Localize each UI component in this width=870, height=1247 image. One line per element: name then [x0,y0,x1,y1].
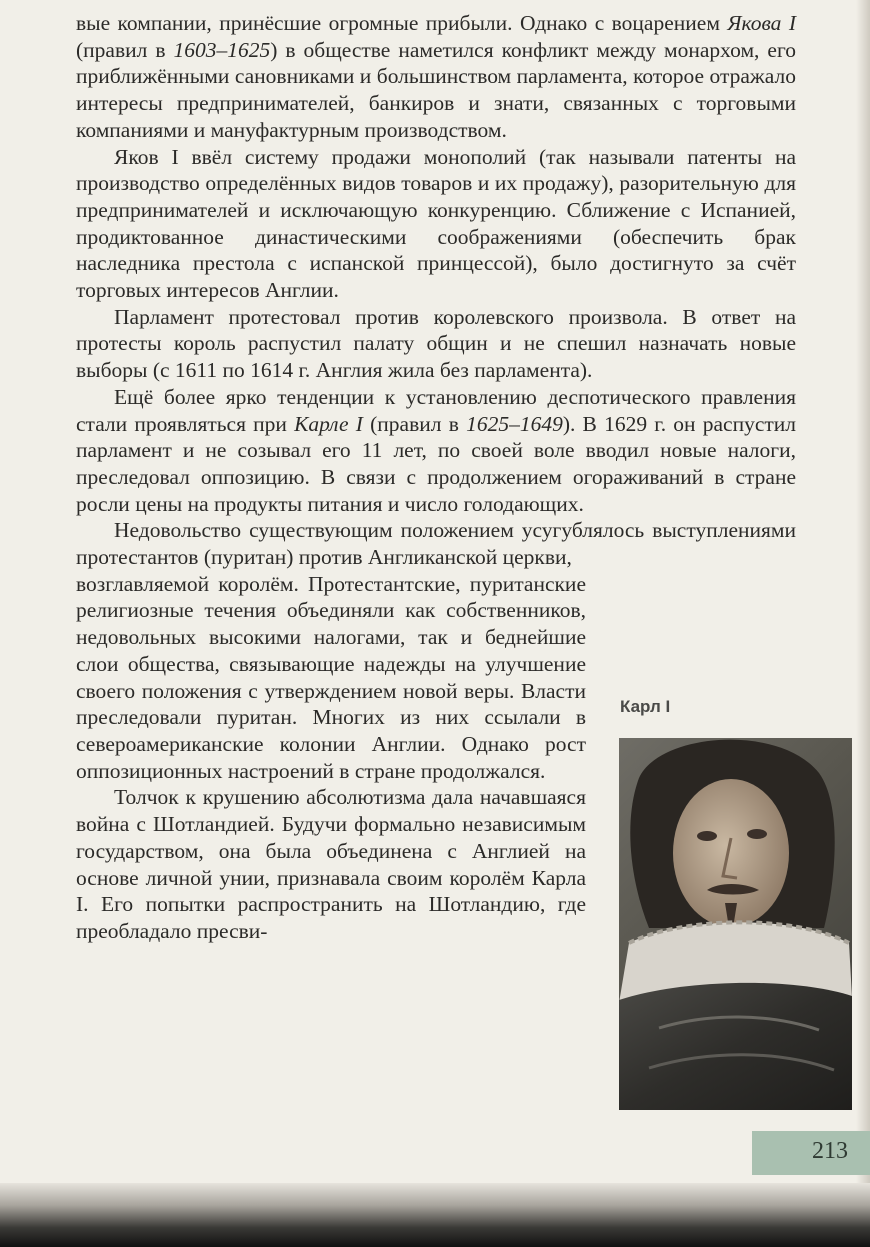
text-segment: Парламент протестовал против королевского произвола. В ответ на протесты король распустил палату общин и не спешил назначать новые выборы (с 1611 по 1614 г. Англия жила без парламента). [76,304,796,383]
paragraph [76,571,586,785]
scan-bottom-edge [0,1183,870,1247]
text-segment: (правил в [76,37,174,62]
portrait-image [619,738,852,1110]
wrapped-paragraphs [76,571,586,945]
text-segment: вые компании, принёсшие огромные прибыли. Однако с воцарением [76,11,728,35]
italic-text: Якова I [727,11,796,35]
text-segment: ). В 1629 г. он распустил парламент и не созывал его 11 лет, по своей воле вводил новые налоги, преследовал оппозицию. В связи с продолжением огораживаний в стране росли цены на продукты питания и число голодающих. [76,411,796,516]
italic-text: 1603–1625 [173,37,271,62]
paragraph [76,517,796,570]
paragraph [76,10,796,144]
italic-text: Карле I [294,411,363,436]
text-segment: Недовольство существующим положением усугублялось выступлениями протестантов (пуритан) против Англиканской церкви, [76,518,796,570]
full-width-paragraphs [76,10,796,571]
paragraph [76,144,796,304]
page-number: 213 [812,1138,848,1164]
paragraph [76,304,796,384]
figure-caption: Карл I [620,697,671,716]
page-edge-shadow [856,0,870,1247]
paragraph [76,784,586,944]
paragraph [76,384,796,518]
page-number-tab [752,1131,870,1175]
text-segment: Толчок к крушению абсолютизма дала начавшаяся война с Шотландией. Будучи формально независимым государством, она была объединена с Англией на основе личной унии, признавала своим королём Карла I. Его попытки распространить на Шотландию, где преобладало пресви- [76,785,586,943]
text-segment: Яков I ввёл систему продажи монополий (так называли патенты на производство определённых видов товаров и их продажу), разорительную для предпринимателей и исключающую конкуренцию. Сближение с Испанией, продиктованное династическими соображениями (обеспечить брак наследника престола с испанской принцессой), было достигнуто за счёт торговых интересов Англии. [76,144,796,303]
text-segment: возглавляемой королём. Протестантские, пуританские религиозные течения объединяли как собственников, недовольных высокими налогами, так и беднейшие слои общества, связывающие надежды на улучшение своего положения с утверждением новой веры. Власти преследовали пуритан. Многих из них ссылали в североамериканские колонии Англии. Однако рост оппозиционных настроений в стране продолжался. [76,571,586,783]
italic-text: 1625–1649 [466,411,563,436]
portrait-illustration [619,738,852,1110]
text-segment: ) в обществе наметился конфликт между монархом, его приближёнными сановниками и большинством парламента, которое отражало интересы предпринимателей, банкиров и знати, связанных с торговыми компаниями и мануфактурным производством. [76,37,796,142]
text-segment: Ещё более ярко тенденции к установлению деспотического правления стали проявляться при [76,384,796,436]
text-segment: (правил в [362,411,467,436]
